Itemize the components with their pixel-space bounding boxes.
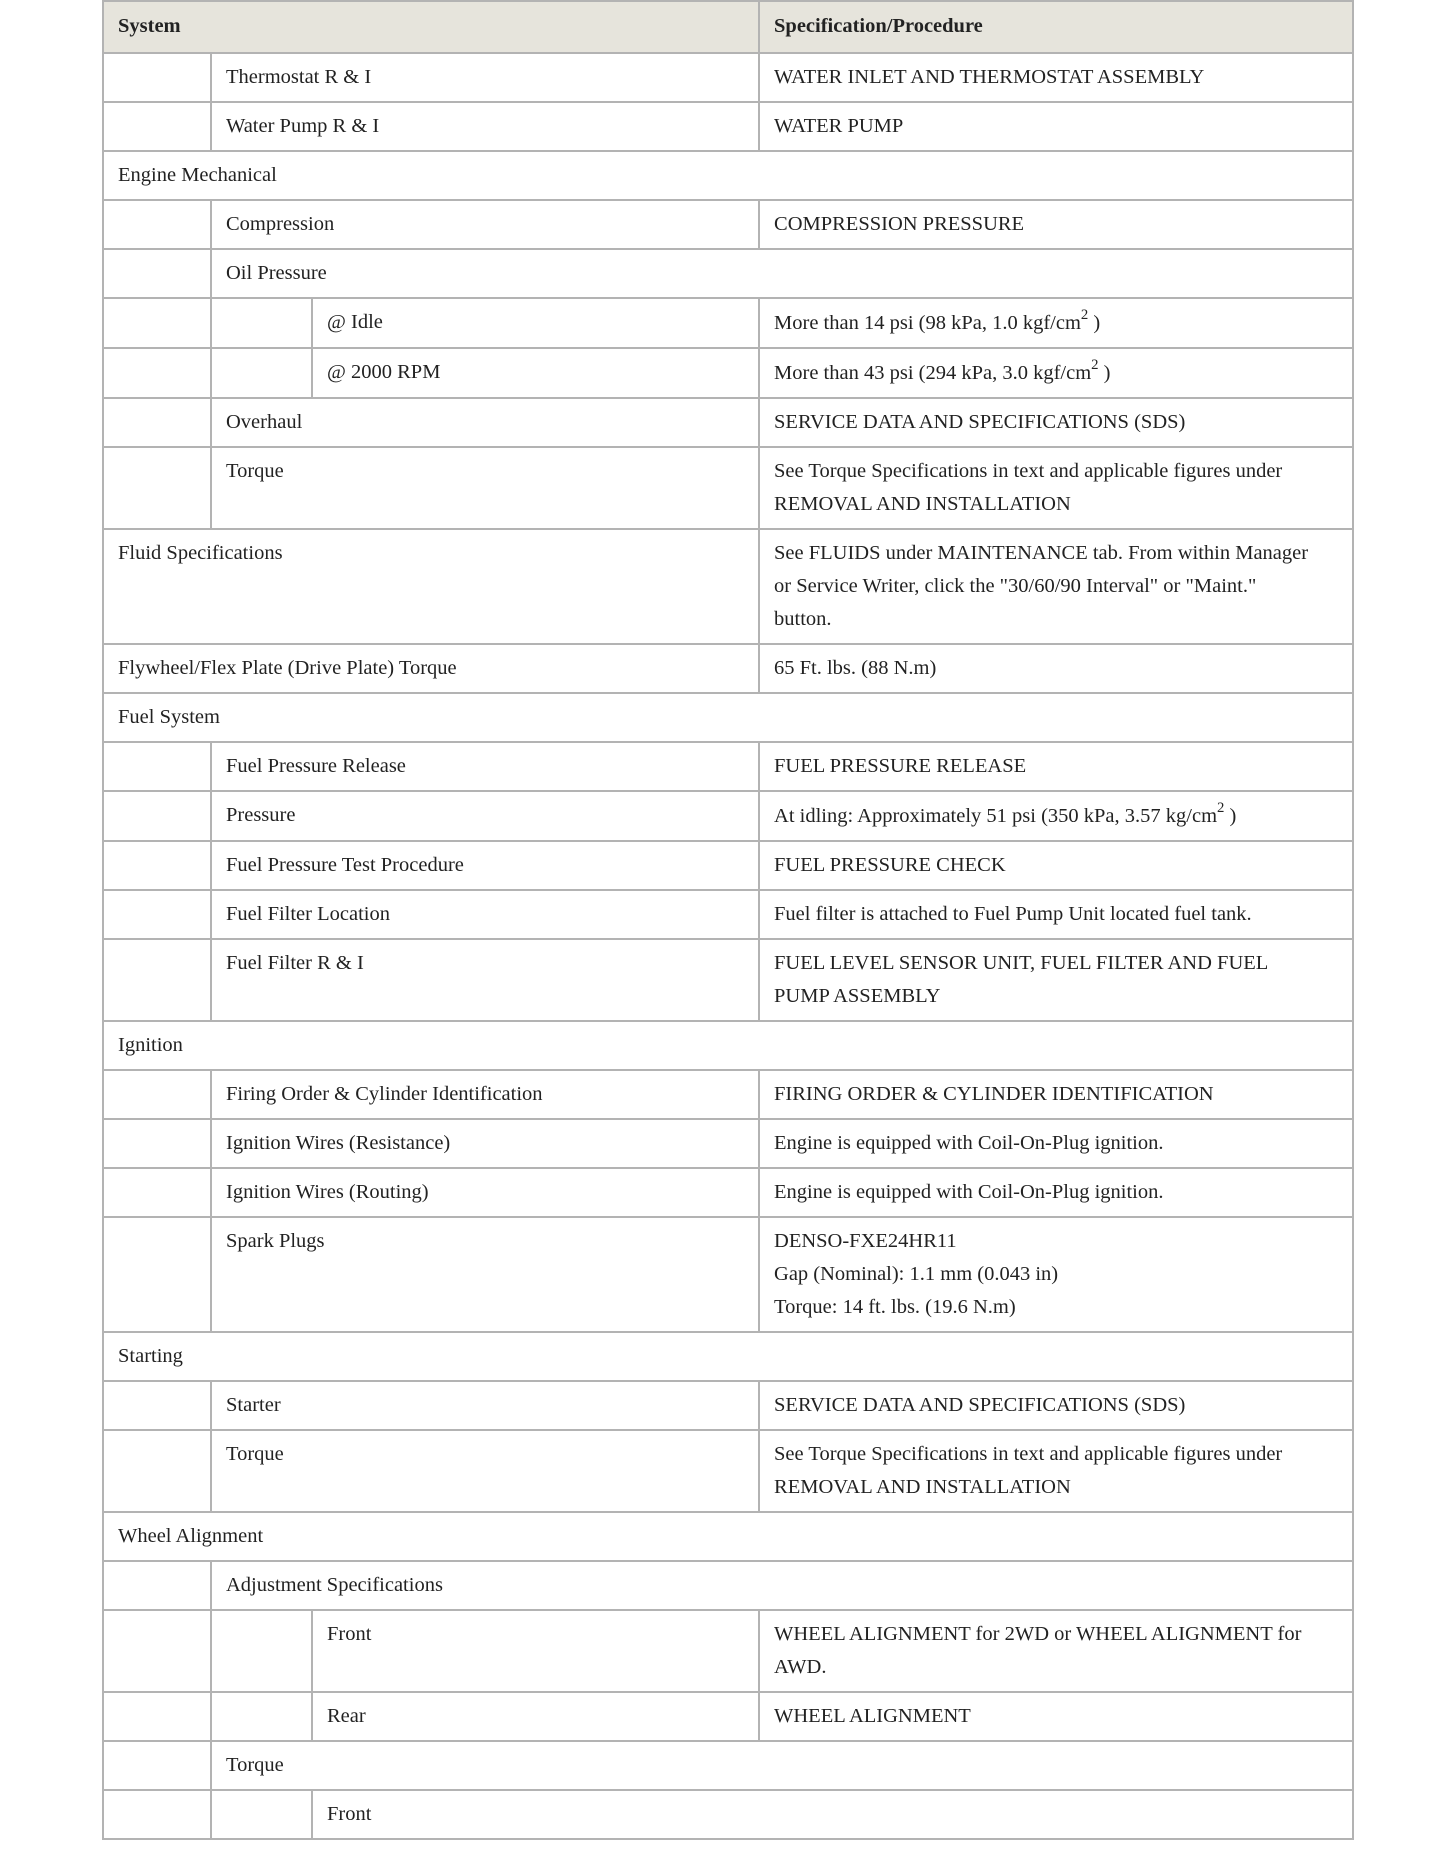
row-label: Rear (312, 1692, 759, 1741)
subsection-row (103, 1561, 1353, 1610)
row-label: Front (312, 1610, 759, 1692)
table-row (103, 890, 1353, 939)
section-label: Engine Mechanical (103, 151, 1353, 200)
row-spec: Engine is equipped with Coil-On-Plug ignition. (759, 1119, 1353, 1168)
row-label: Water Pump R & I (211, 102, 759, 151)
table-row (103, 447, 1353, 529)
indent-cell (103, 1561, 211, 1610)
row-spec: More than 43 psi (294 kPa, 3.0 kgf/$cm^2$ ) (759, 348, 1353, 398)
row-spec: See Torque Specifications in text and applicable figures under REMOVAL AND INSTALLATION (759, 447, 1353, 529)
table-row (103, 1610, 1353, 1692)
table-row (103, 1070, 1353, 1119)
section-row (103, 1021, 1353, 1070)
indent-cell (103, 298, 211, 348)
section-label: Wheel Alignment (103, 1512, 1353, 1561)
row-label: Fluid Specifications (103, 529, 759, 644)
row-spec: See Torque Specifications in text and applicable figures under REMOVAL AND INSTALLATION (759, 1430, 1353, 1512)
row-label: @ 2000 RPM (312, 348, 759, 398)
row-label: Ignition Wires (Resistance) (211, 1119, 759, 1168)
indent-cell (103, 791, 211, 841)
row-label: Overhaul (211, 398, 759, 447)
row-label: Torque (211, 447, 759, 529)
section-label: Ignition (103, 1021, 1353, 1070)
subsection-label: Front (312, 1790, 1353, 1839)
table-row (103, 102, 1353, 151)
table-row (103, 742, 1353, 791)
indent-cell (103, 742, 211, 791)
row-spec: FUEL LEVEL SENSOR UNIT, FUEL FILTER AND FUEL PUMP ASSEMBLY (759, 939, 1353, 1021)
indent-cell (103, 53, 211, 102)
row-label: Fuel Filter R & I (211, 939, 759, 1021)
indent-cell (103, 1692, 211, 1741)
row-spec: FIRING ORDER & CYLINDER IDENTIFICATION (759, 1070, 1353, 1119)
row-label: Fuel Pressure Release (211, 742, 759, 791)
indent-cell (103, 102, 211, 151)
row-label: Firing Order & Cylinder Identification (211, 1070, 759, 1119)
row-spec: WATER PUMP (759, 102, 1353, 151)
table-row (103, 644, 1353, 693)
indent-cell (103, 890, 211, 939)
row-label: Fuel Filter Location (211, 890, 759, 939)
table-row (103, 939, 1353, 1021)
row-spec: See FLUIDS under MAINTENANCE tab. From within Manager or Service Writer, click the "30/60/90 Interval" or "Maint." button. (759, 529, 1353, 644)
row-spec: More than 14 psi (98 kPa, 1.0 kgf/$cm^2$ ) (759, 298, 1353, 348)
row-label: Torque (211, 1430, 759, 1512)
row-label: Flywheel/Flex Plate (Drive Plate) Torque (103, 644, 759, 693)
table-row (103, 1692, 1353, 1741)
indent-cell (211, 1610, 312, 1692)
table-row (103, 348, 1353, 398)
row-spec: DENSO-FXE24HR11 Gap (Nominal): 1.1 mm (0.043 in) Torque: 14 ft. lbs. (19.6 N.m) (759, 1217, 1353, 1332)
indent-cell (103, 447, 211, 529)
row-spec: WHEEL ALIGNMENT (759, 1692, 1353, 1741)
indent-cell (103, 1168, 211, 1217)
row-spec: Fuel filter is attached to Fuel Pump Unit located fuel tank. (759, 890, 1353, 939)
table-row (103, 1168, 1353, 1217)
indent-cell (103, 1741, 211, 1790)
row-label: @ Idle (312, 298, 759, 348)
row-spec: WHEEL ALIGNMENT for 2WD or WHEEL ALIGNMENT for AWD. (759, 1610, 1353, 1692)
subsection-row (103, 249, 1353, 298)
indent-cell (211, 1692, 312, 1741)
subsection-row (103, 1790, 1353, 1839)
section-row (103, 1332, 1353, 1381)
row-spec: SERVICE DATA AND SPECIFICATIONS (SDS) (759, 1381, 1353, 1430)
section-label: Fuel System (103, 693, 1353, 742)
section-row (103, 1512, 1353, 1561)
indent-cell (103, 200, 211, 249)
row-label: Ignition Wires (Routing) (211, 1168, 759, 1217)
indent-cell (211, 348, 312, 398)
row-spec: 65 Ft. lbs. (88 N.m) (759, 644, 1353, 693)
row-spec: Engine is equipped with Coil-On-Plug ignition. (759, 1168, 1353, 1217)
row-label: Spark Plugs (211, 1217, 759, 1332)
row-label: Starter (211, 1381, 759, 1430)
indent-cell (211, 298, 312, 348)
indent-cell (103, 1610, 211, 1692)
header-specification: Specification/Procedure (759, 1, 1353, 53)
indent-cell (211, 1790, 312, 1839)
row-spec: WATER INLET AND THERMOSTAT ASSEMBLY (759, 53, 1353, 102)
subsection-row (103, 1741, 1353, 1790)
row-spec: FUEL PRESSURE RELEASE (759, 742, 1353, 791)
subsection-label: Adjustment Specifications (211, 1561, 1353, 1610)
table-row (103, 398, 1353, 447)
indent-cell (103, 1381, 211, 1430)
subsection-label: Torque (211, 1741, 1353, 1790)
row-label: Thermostat R & I (211, 53, 759, 102)
row-spec: COMPRESSION PRESSURE (759, 200, 1353, 249)
subsection-label: Oil Pressure (211, 249, 1353, 298)
table-row (103, 200, 1353, 249)
row-spec: At idling: Approximately 51 psi (350 kPa, 3.57 $kg/cm^2$ ) (759, 791, 1353, 841)
indent-cell (103, 1070, 211, 1119)
table-row (103, 53, 1353, 102)
table-row (103, 298, 1353, 348)
header-system: System (103, 1, 759, 53)
indent-cell (103, 249, 211, 298)
indent-cell (103, 1790, 211, 1839)
row-spec: SERVICE DATA AND SPECIFICATIONS (SDS) (759, 398, 1353, 447)
table-header-row (103, 1, 1353, 53)
section-row (103, 151, 1353, 200)
table-row (103, 1430, 1353, 1512)
row-spec: FUEL PRESSURE CHECK (759, 841, 1353, 890)
indent-cell (103, 348, 211, 398)
table-row (103, 1217, 1353, 1332)
indent-cell (103, 398, 211, 447)
specification-table (102, 0, 1354, 1840)
indent-cell (103, 1430, 211, 1512)
indent-cell (103, 841, 211, 890)
section-label: Starting (103, 1332, 1353, 1381)
indent-cell (103, 1217, 211, 1332)
row-label: Fuel Pressure Test Procedure (211, 841, 759, 890)
indent-cell (103, 939, 211, 1021)
table-row (103, 791, 1353, 841)
table-row (103, 1381, 1353, 1430)
table-row (103, 841, 1353, 890)
section-row (103, 693, 1353, 742)
table-row (103, 1119, 1353, 1168)
indent-cell (103, 1119, 211, 1168)
table-row (103, 529, 1353, 644)
row-label: Compression (211, 200, 759, 249)
row-label: Pressure (211, 791, 759, 841)
